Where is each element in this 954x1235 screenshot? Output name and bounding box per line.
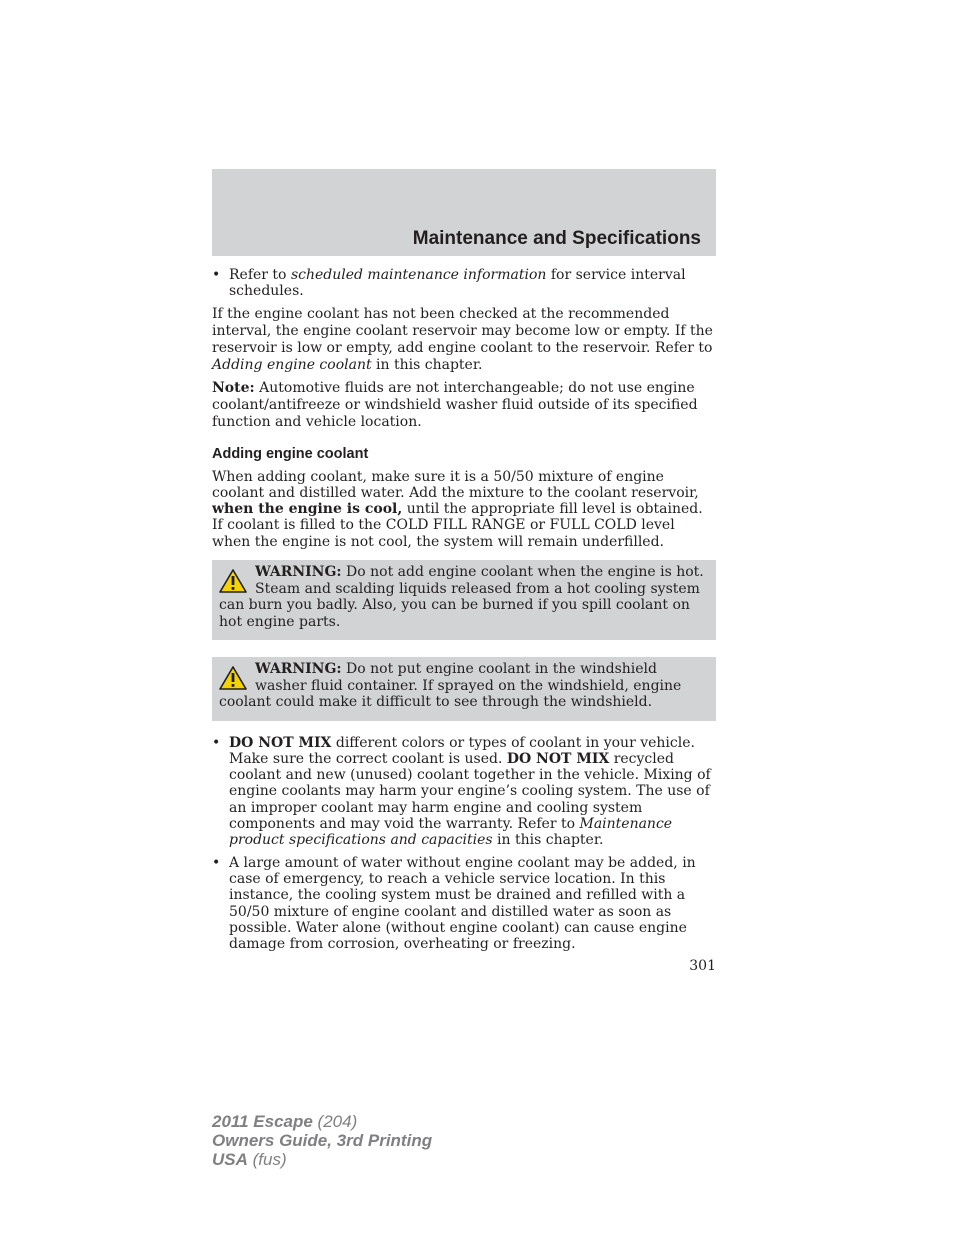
- list-item: [212, 267, 716, 300]
- footer-code: (204): [312, 1112, 358, 1131]
- bullet-text: for service interval schedules.: [229, 267, 686, 300]
- bullet-text: in this chapter.: [492, 832, 604, 849]
- paragraph: [212, 306, 716, 374]
- warning-label: WARNING:: [255, 564, 342, 581]
- list-item: [212, 855, 716, 953]
- paragraph-text: until the appropriate fill level is obtained. If coolant is filled to the COLD FILL RANGE or FULL COLD level when the engine is not cool, the system will remain underfilled.: [212, 501, 703, 550]
- emphasis-text: DO NOT MIX: [229, 734, 332, 751]
- page-section-title: Maintenance and Specifications: [412, 228, 701, 249]
- bullet-text: Refer to: [229, 267, 291, 283]
- footer-guide: Owners Guide, 3rd Printing: [212, 1131, 433, 1150]
- bullet-text: A large amount of water without engine coolant may be added, in case of emergency, to reach a vehicle service location. In this instance, the cooling system must be drained and refilled with a 50/50 mixture of engine coolant and distilled water as soon as possible. Water alone (without engine coolant) can cause engine damage from corrosion, overheating or freezing.: [229, 854, 696, 953]
- page-content: [212, 267, 716, 958]
- emphasis-text: when the engine is cool,: [212, 501, 403, 518]
- warning-text: Do not add engine coolant when the engine is hot. Steam and scalding liquids released from a hot cooling system can burn you badly. Also, you can be burned if you spill coolant on hot engine parts.: [219, 564, 704, 630]
- note-label: Note:: [212, 379, 255, 396]
- list-item: [212, 735, 716, 849]
- bullet-dot: •: [212, 267, 221, 283]
- footer-model: 2011 Escape: [212, 1112, 313, 1131]
- footer-line: [212, 1150, 432, 1169]
- footer-line: [212, 1112, 432, 1131]
- paragraph-text: in this chapter.: [371, 356, 483, 373]
- note-paragraph: [212, 380, 716, 431]
- paragraph-text: When adding coolant, make sure it is a 50/50 mixture of engine coolant and distilled water. Add the mixture to the coolant reservoir,: [212, 468, 699, 501]
- paragraph: [212, 469, 716, 550]
- warning-box: [212, 657, 716, 721]
- footer-line: [212, 1131, 432, 1150]
- footer-region: USA: [212, 1150, 248, 1169]
- bullet-dot: •: [212, 734, 221, 751]
- cross-reference-link: Adding engine coolant: [212, 356, 372, 373]
- warning-box: [212, 560, 716, 640]
- note-text: Automotive fluids are not interchangeable; do not use engine coolant/antifreeze or windshield washer fluid outside of its specified function and vehicle location.: [212, 379, 698, 430]
- bullet-dot: •: [212, 854, 221, 871]
- footer-code: (fus): [247, 1150, 287, 1169]
- cross-reference-link: scheduled maintenance information: [290, 267, 547, 283]
- header-band: [212, 169, 716, 256]
- bullet-text: different colors or types of coolant in your vehicle. Make sure the correct coolant is used.: [229, 734, 695, 767]
- warning-triangle-icon: [219, 568, 247, 594]
- paragraph-text: If the engine coolant has not been checked at the recommended interval, the engine coolant reservoir may become low or empty. If the reservoir is low or empty, add engine coolant to the reservoir. Refer to: [212, 305, 713, 356]
- page-number: 301: [689, 958, 716, 974]
- document-footer: [212, 1112, 432, 1169]
- warning-text: Do not put engine coolant in the windshield washer fluid container. If sprayed on the windshield, engine coolant could make it difficult to see through the windshield.: [219, 661, 682, 711]
- bullet-text: recycled coolant and new (unused) coolant together in the vehicle. Mixing of engine coolants may harm your engine’s cooling system. The use of an improper coolant may harm engine and cooling system components and may void the warranty. Refer to: [229, 750, 711, 833]
- cross-reference-link: Maintenance product specifications and capacities: [229, 816, 673, 849]
- section-heading: Adding engine coolant: [212, 445, 369, 462]
- warning-triangle-icon: [219, 665, 247, 691]
- warning-label: WARNING:: [255, 661, 342, 678]
- emphasis-text: DO NOT MIX: [506, 750, 610, 767]
